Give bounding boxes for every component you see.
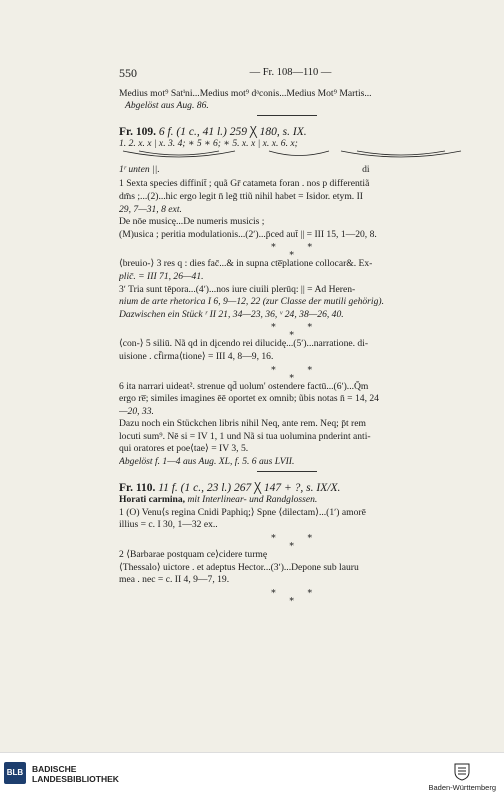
- text-line: Dazwischen ein Stück ʳ II 21, 34—23, 36, ᵛ 24, 38—26, 40.: [119, 308, 344, 320]
- section-asterisks: ∗ ∗: [270, 531, 327, 542]
- library-name: [32, 764, 119, 784]
- state-branding: [428, 763, 496, 792]
- fragment-number: Fr. 109.: [119, 125, 156, 138]
- text-line: 6 ita narrari uideat². strenue qd̄ uolum' ostendere factū...(6ʹ)...Q̄m: [119, 380, 369, 392]
- work-title: Horati carmina,: [119, 494, 188, 506]
- text-line: De nōe musicę...De numeris musicis ;: [119, 216, 265, 228]
- section-asterisk: ∗: [288, 248, 309, 259]
- fragment-heading: [119, 482, 464, 495]
- section-asterisk: ∗: [288, 328, 309, 339]
- section-asterisk: ∗: [288, 593, 309, 604]
- collation-formula: 1. 2. x. x | x. 3. 4; ∗ 5 ∗ 6; ∗ 5. x. x | x. x. 6. x;: [119, 138, 298, 150]
- page-number: 550: [119, 66, 137, 80]
- text-line: —20, 33.: [119, 405, 154, 417]
- text-line: uisione . cf̄irma⟨tione⟩ = III 4, 8—9, 16.: [119, 350, 274, 362]
- blb-logo: BLB: [4, 762, 26, 784]
- text-line: ⟨breuio-⟩ 3 res q : dies fac̄...& in supna cte̅platione collocar&. Ex-: [119, 258, 373, 270]
- fragment-number: Fr. 110.: [119, 481, 156, 494]
- section-asterisks: ∗ ∗: [270, 585, 327, 596]
- text-line: mea . nec = c. II 4, 9—7, 19.: [119, 574, 230, 586]
- coat-of-arms-icon: [454, 763, 470, 781]
- text-line: nium de arte rhetorica I 6, 9—12, 22 (zur Classe der mutili gehörig).: [119, 296, 384, 308]
- fragment-description: 11 f. (1 c., 23 l.) 267 ╳ 147 + ?, s. IX/X.: [155, 481, 341, 494]
- section-divider: [257, 115, 317, 116]
- text-line: 1 Sexta species diffinit̄ ; quã Gr̄ catameta foran . nos p differentiã: [119, 178, 370, 190]
- section-asterisks: ∗ ∗: [270, 240, 327, 251]
- section-asterisk: ∗: [288, 370, 309, 381]
- library-footer: [0, 752, 504, 796]
- page-header: [119, 67, 464, 80]
- text-line: Medius mot⁹ Satⁱni...Medius mot⁹ dᵃconis...Medius Mot⁹ Martis...: [119, 87, 372, 99]
- text-line: ergo re̅; similes imagines ēē oportet ex omnib; ũbis notas n̄ = 14, 24: [119, 393, 379, 405]
- text-line: 2 ⟨Barbarae postquam ce⟩cidere turmę: [119, 549, 268, 561]
- section-asterisks: ∗ ∗: [270, 362, 327, 373]
- text-line: Abgelöst aus Aug. 86.: [125, 100, 209, 112]
- text-line: Dazu noch ein Stückchen libris nihil Neq, ante rem. Neq; p̄t rem: [119, 418, 366, 430]
- section-divider: [257, 471, 317, 472]
- section-asterisks: ∗ ∗: [270, 320, 327, 331]
- text-line: 29, 7—31, 8 ext.: [119, 203, 182, 215]
- collation-diagram: [119, 138, 464, 178]
- text-line: plic̄. = III 71, 26—41.: [119, 270, 204, 282]
- collation-note: [119, 164, 370, 177]
- text-line: [119, 494, 464, 507]
- collation-note-text: 1ʳ unten ||.: [119, 164, 160, 176]
- text-line: Abgelöst f. 1—4 aus Aug. XL, f. 5. 6 aus LVII.: [119, 456, 295, 468]
- section-asterisk: ∗: [288, 539, 309, 550]
- running-title: — Fr. 108—110 —: [249, 67, 332, 78]
- library-name-line1: BADISCHE: [32, 764, 77, 774]
- collation-arcs: [119, 149, 464, 163]
- interlinear-gloss: di: [362, 164, 370, 176]
- text-line: 3ʹ Tria sunt tēpora...(4ʹ)...nos iure ciuili plerūq: || = Ad Heren-: [119, 283, 356, 295]
- library-name-line2: LANDESBIBLIOTHEK: [32, 774, 119, 784]
- text-line: (M)usica ; peritia modulationis...(2ʹ)...p̄ced aut̄ || = III 15, 1—20, 8.: [119, 228, 377, 240]
- text-line: 1 (O) Venu⟨s regina Cnidi Paphiq;⟩ Spne ⟨dilectam⟩...(1ʹ) amorē: [119, 506, 366, 518]
- text-line: dm̄s ;...(2)...hic ergo legit n̄ leḡ ttiũ nihil habet = Isidor. etym. II: [119, 190, 363, 202]
- text-line: locuti sum⁹. Nē si = IV 1, 1 und Nã si tua uolumina pnderint anti-: [119, 430, 371, 442]
- text-line: illius = c. I 30, 1—32 ex..: [119, 519, 218, 531]
- region-name: Baden-Württemberg: [428, 783, 496, 792]
- work-subtitle: mit Interlinear- und Randglossen.: [187, 494, 318, 506]
- page-text: [119, 67, 464, 604]
- text-line: qui oratores et poe⟨tae⟩ = IV 3, 5.: [119, 443, 249, 455]
- fragment-description: 6 f. (1 c., 41 l.) 259 ╳ 180, s. IX.: [155, 125, 307, 138]
- text-line: ⟨con-⟩ 5 siliū. Nã qd in dįcendo rei dilucidę...(5ʹ)...narratione. di-: [119, 338, 369, 350]
- text-line: ⟨Thessalo⟩ uictore . et adeptus Hector...(3ʹ)...Depone sub lauru: [119, 561, 359, 573]
- fragment-heading: [119, 126, 464, 139]
